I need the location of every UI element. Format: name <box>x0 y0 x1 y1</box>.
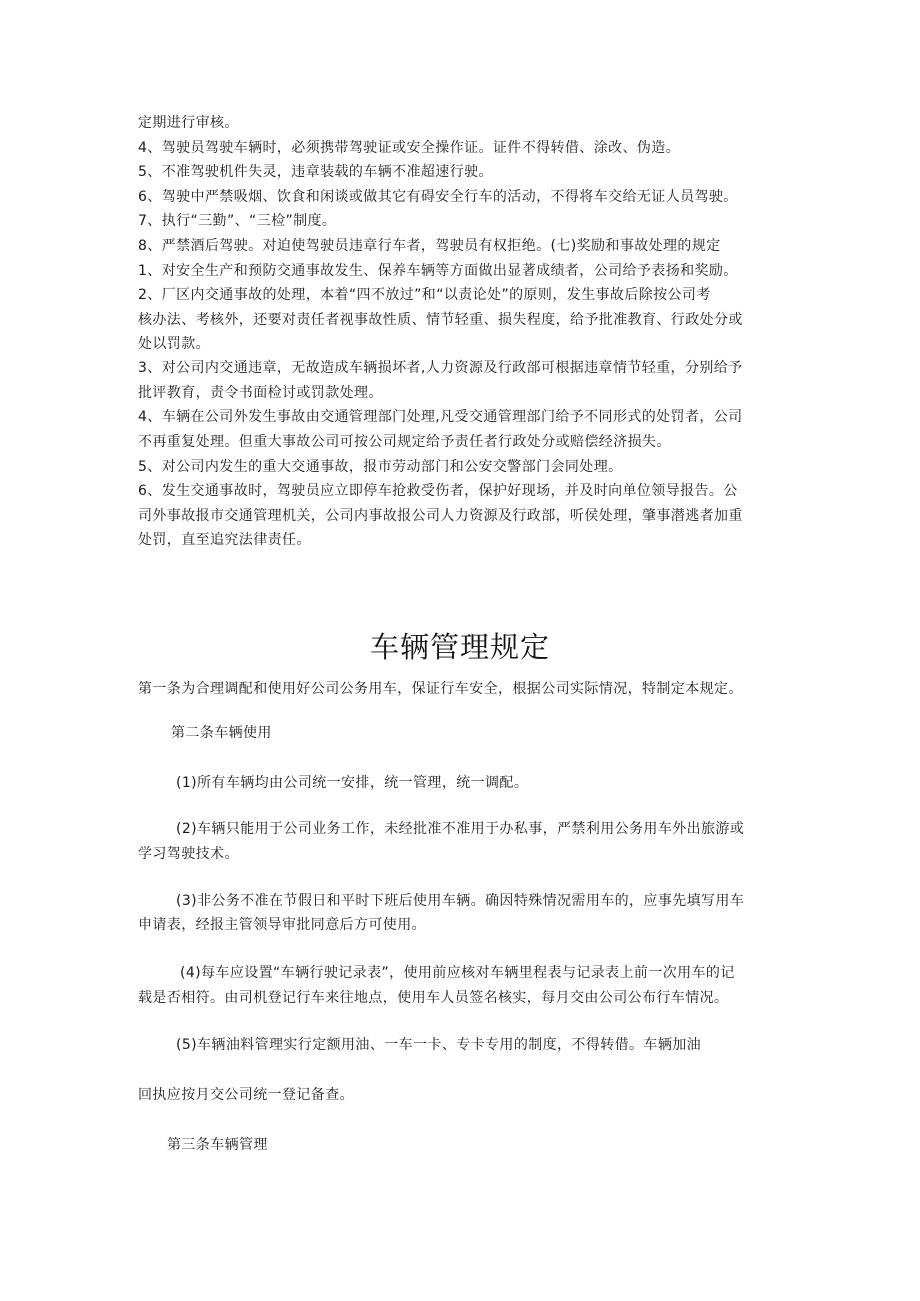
paragraph-line: 5、不准驾驶机件失灵，违章装载的车辆不准超速行驶。 <box>138 164 493 180</box>
paragraph-line: 2、厂区内交通事故的处理，本着“四不放过”和“以责论处”的原则，发生事故后除按公司考 <box>138 287 711 303</box>
item-4-line-2: 载是否相符。由司机登记行车来往地点，使用车人员签名核实，每月交由公司公布行车情况。 <box>138 990 729 1006</box>
paragraph-line: 7、执行“三勤”、“三检”制度。 <box>138 213 337 229</box>
item-3-line-2: 申请表，经报主管领导审批同意后方可使用。 <box>138 917 426 933</box>
paragraph-line: 8、严禁酒后驾驶。对迫使驾驶员违章行车者，驾驶员有权拒绝。(七)奖励和事故处理的规定 <box>138 238 721 254</box>
paragraph-line: 3、对公司内交通违章，无故造成车辆损坏者,人力资源及行政部可根据违章情节轻重，分别给予 <box>138 360 743 376</box>
paragraph-line: 不再重复处理。但重大事故公司可按公司规定给予责任者行政处分或赔偿经济损失。 <box>138 434 671 450</box>
paragraph-line: 定期进行审核。 <box>138 115 239 131</box>
paragraph-line: 处罚，直至追究法律责任。 <box>138 532 311 548</box>
paragraph-line: 司外事故报市交通管理机关，公司内事故报公司人力资源及行政部，听侯处理，肇事潜逃者加重 <box>138 508 743 524</box>
item-4-line-1: (4)每车应设置“车辆行驶记录表”，使用前应核对车辆里程表与记录表上前一次用车的记 <box>180 965 735 981</box>
item-5-line-2: 回执应按月交公司统一登记备查。 <box>138 1087 354 1103</box>
item-2-line-2: 学习驾驶技术。 <box>138 846 239 862</box>
paragraph-line: 4、驾驶员驾驶车辆时，必须携带驾驶证或安全操作证。证件不得转借、涂改、伪造。 <box>138 140 681 156</box>
item-3-line-1: (3)非公务不准在节假日和平时下班后使用车辆。确因特殊情况需用车的，应事先填写用车 <box>176 893 745 909</box>
document-title: 车辆管理规定 <box>369 630 550 664</box>
paragraph-line: 批评教育，责令书面检讨或罚款处理。 <box>138 385 383 401</box>
paragraph-line: 6、发生交通事故时，驾驶员应立即停车抢救受伤者，保护好现场，并及时向单位领导报告。公 <box>138 483 738 499</box>
paragraph-line: 6、驾驶中严禁吸烟、饮食和闲谈或做其它有碍安全行车的活动，不得将车交给无证人员驾驶。 <box>138 189 738 205</box>
article-1: 第一条为合理调配和使用好公司公务用车，保证行车安全，根据公司实际情况，特制定本规定。 <box>138 681 743 697</box>
paragraph-line: 4、车辆在公司外发生事故由交通管理部门处理,凡受交通管理部门给予不同形式的处罚者，公司 <box>138 409 743 425</box>
article-2-heading: 第二条车辆使用 <box>171 725 272 741</box>
article-3-heading: 第三条车辆管理 <box>167 1137 268 1153</box>
paragraph-line: 5、对公司内发生的重大交通事故，报市劳动部门和公安交警部门会同处理。 <box>138 459 623 475</box>
item-2-line-1: (2)车辆只能用于公司业务工作，未经批准不准用于办私事，严禁利用公务用车外出旅游或 <box>176 821 745 837</box>
paragraph-line: 核办法、考核外，还要对责任者视事故性质、情节轻重、损失程度，给予批准教育、行政处分或 <box>138 312 743 328</box>
item-5-line-1: (5)车辆油料管理实行定额用油、一车一卡、专卡专用的制度，不得转借。车辆加油 <box>176 1037 702 1053</box>
item-1: (1)所有车辆均由公司统一安排，统一管理，统一调配。 <box>176 775 529 791</box>
paragraph-line: 处以罚款。 <box>138 336 210 352</box>
paragraph-line: 1、对安全生产和预防交通事故发生、保养车辆等方面做出显著成绩者，公司给予表扬和奖励。 <box>138 263 738 279</box>
